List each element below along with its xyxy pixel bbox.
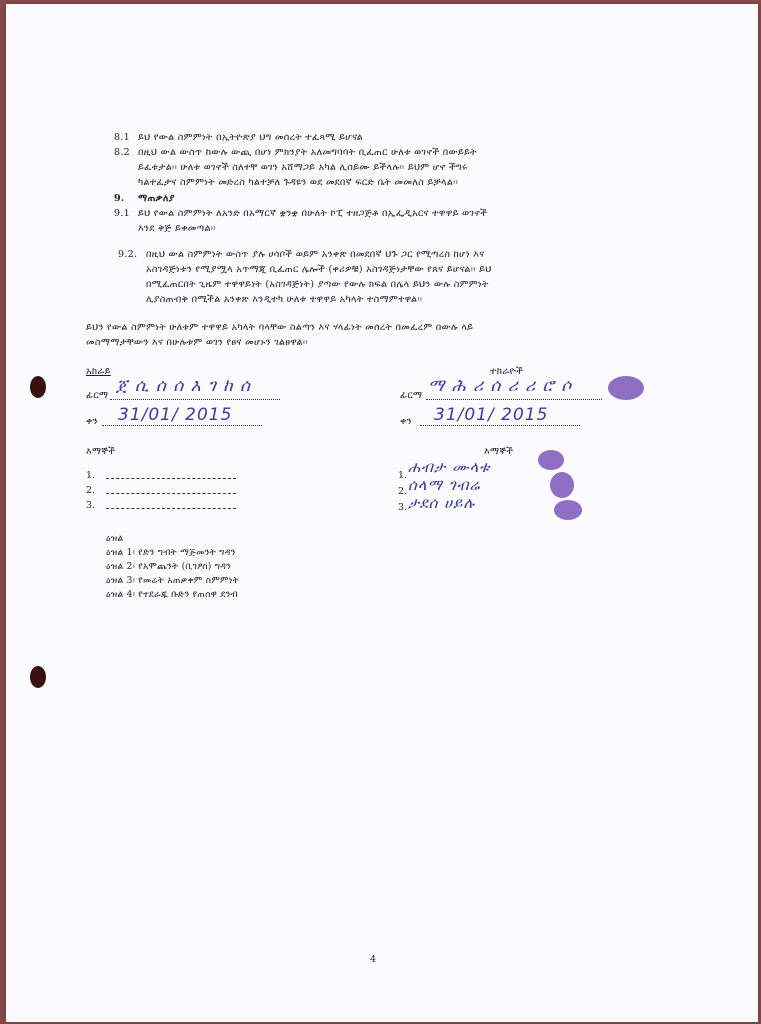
- attachments-title: ዕዝል: [106, 534, 124, 544]
- attachment-3: ዕዝል 3፡ የመሬት አጠቃቀም ስምምነት: [106, 576, 240, 586]
- left-sign-line: [110, 399, 280, 400]
- left-witness-2-line: [106, 493, 236, 494]
- item-8-2-line-1: በዚህ ውል ውስጥ ከውሉ ውጪ በሆነ ምክንያት አለመግባባት ቢፈጠር ሁለቱ ወገኖች በውይይት: [138, 147, 477, 158]
- section-9-number: 9.: [114, 193, 125, 204]
- left-date-line: [102, 425, 262, 426]
- item-9-2-line-1: በዚህ ውል ስምምነት ውስጥ ያሉ ሀሳቦች ወይም አንቀጽ በመደበኛ ህጉ ጋር የሚጣረስ ከሆነ እና: [146, 249, 485, 260]
- document-page: [6, 4, 758, 1022]
- item-8-2-line-3: ካልተፈታና ስምምነት መድረስ ካልተቻለ ጉዳዩን ወደ መደበኛ ፍርድ ቤት መመለስ ይቻላል፡፡: [138, 177, 459, 188]
- left-witnesses-title: እማኞች: [86, 446, 116, 457]
- left-sign-label: ፊርማ: [86, 390, 109, 401]
- left-witness-1-number: 1.: [86, 470, 96, 481]
- item-8-2-line-2: ይፈቱታል፡፡ ሁለቱ ወገኖች ስለተቸ ወገን አሸማጋይ አካል ሊሰይሙ ይችላሉ፡፡ ይህም ሆኖ ችግሩ: [138, 162, 468, 173]
- right-witnesses-title: እማኞች: [484, 446, 514, 457]
- left-date-label: ቀን: [86, 416, 98, 427]
- item-8-1-number: 8.1: [114, 132, 131, 143]
- item-9-2-number: 9.2.: [118, 249, 138, 260]
- item-9-2-line-2: አስገዳጅነቱን የሚያሟላ አጥማጂ ቢፈጠር ሌሎች (ቀሪዎቹ) አስገዳጅነታቸው የጸና ይሆናል፡፡ ይህ: [146, 264, 492, 275]
- left-witness-3-line: [106, 508, 236, 509]
- left-party-title: አከራይ: [86, 366, 111, 377]
- witness-3-thumbprint: [554, 500, 582, 520]
- witness-1-thumbprint: [538, 450, 564, 470]
- closing-line-2: መስማማታቸውን እና በሁሉቱም ወገን የፀና መሆኑን ገልፀዋል፡፡: [86, 337, 308, 348]
- item-9-1-line-1: ይህ የውል ስምምነት ለአንድ በአማርኛ ቋንቋ በሁለት ኮፒ ተዘጋጅቶ በኢፌዲአርና ተዋዋይ ወገኖች: [138, 208, 488, 219]
- attachment-4: ዕዝል 4፡ የተደራጁ ቡድን የጠሰዋ ደንብ: [106, 590, 238, 600]
- thumbprint-stamp: [608, 376, 644, 400]
- attachment-1: ዕዝል 1፡ የድን ግብት ማጅመንት ግዳን: [106, 548, 236, 558]
- right-witness-1-signature: ሐብታ ሙላቱ: [408, 458, 491, 476]
- attachment-2: ዕዝል 2፡ የአሞጨንት (ቢገፆስ) ግዳን: [106, 562, 232, 572]
- item-9-2-line-3: በሚፈጠርበት ጊዜም ተዋዋይነት (አስገዳጅነት) ያጣው የውሉ ክፍል በሌላ ይህን ውሉ ስምምነት: [146, 279, 489, 290]
- left-signature: ጀ ሲ ሰ ሰ እ ገ ከ ሰ: [116, 376, 252, 396]
- punch-hole-top: [30, 376, 46, 398]
- left-witness-3-number: 3.: [86, 500, 96, 511]
- item-8-1-text: ይህ የውል ስምምነት በኢትዮጵያ ህግ መሰረት ተፈጻሚ ይሆናል: [138, 132, 364, 143]
- right-date-label: ቀን: [400, 416, 412, 427]
- section-9-heading: ማጠቃለያ: [138, 193, 175, 204]
- right-date-line: [420, 425, 580, 426]
- item-9-2-line-4: ሊያስጠብቅ በሚችል አንቀጽ እንዲተካ ሁለቱ ተዋዋይ አካላት ተስማምተዋል፡፡: [146, 294, 423, 305]
- right-signature: ማ ሕ ሪ ሰ ሪ ሪ ሮ ሶ: [428, 376, 573, 396]
- right-witness-3-signature: ታደሰ ሀይሉ: [408, 494, 476, 512]
- left-witness-2-number: 2.: [86, 485, 96, 496]
- right-date-handwritten: 31/01/ 2015: [434, 405, 549, 425]
- witness-2-thumbprint: [550, 472, 574, 498]
- right-witness-3-number: 3.: [398, 502, 408, 513]
- left-witness-1-line: [106, 478, 236, 479]
- right-witness-2-signature: ሰላማ ገብሬ: [408, 476, 481, 494]
- item-9-1-number: 9.1: [114, 208, 131, 219]
- item-8-2-number: 8.2: [114, 147, 131, 158]
- item-9-1-line-2: እንደ ቅጅ ይቀመጣል፡፡: [138, 223, 216, 234]
- right-witness-1-number: 1.: [398, 470, 408, 481]
- right-sign-line: [426, 399, 602, 400]
- left-date-handwritten: 31/01/ 2015: [118, 405, 233, 425]
- punch-hole-bottom: [30, 666, 46, 688]
- right-party-title: ተከራዮች: [490, 366, 524, 377]
- closing-line-1: ይህን የውል ስምምነት ሁለቱም ተዋዋይ አካላት ባላቸው ስልጣን እና ሃላፊነት መሰረት በመፈረም በውሉ ላይ: [86, 322, 474, 333]
- right-sign-label: ፊርማ: [400, 390, 423, 401]
- page-number: 4: [370, 954, 377, 965]
- right-witness-2-number: 2.: [398, 486, 408, 497]
